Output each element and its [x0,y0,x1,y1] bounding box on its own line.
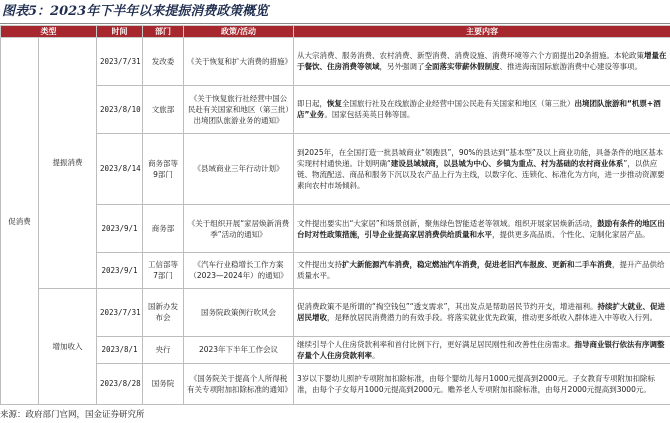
row-policy: 《国务院关于提高个人所得税有关专项附加扣除标准的通知》 [184,363,294,404]
row-date: 2023/7/31 [97,38,143,86]
row-policy: 国务院政策例行吹风会 [184,288,294,336]
content-text: 。 [372,350,380,360]
content-text: 从大宗消费、服务消费、农村消费、新型消费、消费设施、消费环境等六个方面提出20条措施。本轮政策 [297,51,645,61]
content-text: 继续引导个人住房贷款利率和首付比例下行，更好满足居民刚性和改善性住房需求。 [297,339,575,349]
row-dept: 国新办发布会 [143,288,184,336]
table-row [1,205,670,253]
content-text: 文件提出支持 [297,260,342,270]
content-text: ，是释放居民消费潜力的有效手段。将落实就业优先政策，推动更多纸收入群体进入中等收入行列。 [327,313,657,323]
content-text: 。国家包括美英日韩等国。 [324,110,415,120]
row-dept: 央行 [143,336,184,363]
header-content: 主要内容 [294,26,670,38]
header-type: 类型 [1,26,97,38]
row-content [294,288,670,336]
content-text: ，提升产品供给质量水平。 [297,260,665,281]
content-text: 即日起， [297,99,327,109]
row-content [294,363,670,404]
table-row [1,288,670,336]
content-text: ”，以供应链、物流配送、商品和服务下沉以及农产品上行为主线，以数字化、连锁化、标准化为方向，进一步推动资源要素向农村市场倾斜。 [297,158,665,190]
category-sub-boost-consumption: 提振消费 [39,38,97,289]
row-date: 2023/8/10 [97,85,143,133]
category-sub-increase-income: 增加收入 [39,288,97,404]
row-date: 2023/8/28 [97,363,143,404]
content-text: 、推进海南国际旅游消费中心建设等事项。 [499,62,642,72]
source-note: 来源：政府部门官网，国金证券研究所 [0,410,145,420]
row-date: 2023/8/14 [97,133,143,205]
content-emphasis: 扩大新能源汽车消费，稳定燃油汽车消费，促进老旧汽车报废、更新和二手车消费 [342,260,612,270]
row-content [294,85,670,133]
content-text: 文件提出要实出“大家居”和场景创新，聚焦绿色智能适老等领域。组织开展家居焕新活动， [297,218,598,228]
row-dept: 工信部等7部门 [143,252,184,288]
row-content [294,336,670,363]
header-policy: 政策/活动 [184,26,294,38]
table-header-row [1,26,670,38]
row-date: 2023/8/1 [97,336,143,363]
content-emphasis: 指导商业银行依法有序调整存量个人住房贷款利率 [297,339,665,360]
content-text: ，提供更多高品质、个性化、定制化家居产品。 [492,229,650,239]
row-policy: 《关于恢复旅行社经营中国公民赴有关国家和地区（第三批）出境团队旅游业务的通知》 [184,85,294,133]
table-row [1,133,670,205]
content-emphasis: 建设县域城商，以县城为中心、乡镇为重点、村为基础的农村商业体系 [390,158,624,168]
figure-title: 图表5：2023年下半年以来提振消费政策概览 [0,0,670,24]
table-row [1,336,670,363]
row-dept: 文旅部 [143,85,184,133]
table-row [1,252,670,288]
row-content [294,205,670,253]
content-emphasis: 恢复 [327,99,342,109]
row-dept: 国务院 [143,363,184,404]
row-date: 2023/7/31 [97,288,143,336]
row-policy: 《关于组织开展“家居焕新消费季”活动的通知》 [184,205,294,253]
row-policy: 《县域商业三年行动计划》 [184,133,294,205]
content-text: 到2025年，在全国打造一批县城商业“领跑县”，90%的县达到“基本型”及以上商业功能，具备条件的地区基本实现村村通快递。计划明确“ [297,147,664,168]
category-main: 促消费 [1,38,39,405]
row-dept: 商务部等9部门 [143,133,184,205]
table-row [1,85,670,133]
table-row [1,38,670,86]
row-content [294,38,670,86]
content-emphasis: 出境团队旅游和“机票+酒店”业务 [297,99,661,120]
header-time: 时间 [97,26,143,38]
header-dept: 部门 [143,26,184,38]
table-row [1,363,670,404]
policy-table [0,25,670,405]
row-dept: 发改委 [143,38,184,86]
content-text: 促消费政策不是所谓的“掏空钱包”“透支需求”，其出发点是帮助居民节约开支，增进福利。 [297,302,598,312]
row-dept: 商务部 [143,205,184,253]
row-policy: 《关于恢复和扩大消费的措施》 [184,38,294,86]
row-content [294,252,670,288]
content-emphasis: 持续扩大就业、促进居民增收 [297,302,666,323]
content-text: ，另外强调了 [379,62,425,72]
row-content [294,133,670,205]
content-emphasis: 全面落实带薪休假制度 [424,62,500,72]
content-emphasis: 增量在于餐饮、住房消费等领域 [297,51,667,72]
row-policy: 2023年下半年工作会议 [184,336,294,363]
row-date: 2023/9/1 [97,252,143,288]
content-emphasis: 鼓励有条件的地区出台时对性政策措施，引导企业提高家居消费供给质量和水平 [297,218,665,239]
row-policy: 《汽车行业稳增长工作方案（2023—2024年）的通知》 [184,252,294,288]
content-text: 全国旅行社及在线旅游企业经营中国公民赴有关国家和地区（第三批） [342,99,575,109]
content-text: 3岁以下婴幼儿照护专项附加扣除标准，由每个婴幼儿每月1000元提高到2000元。子女教育专项附加扣除标准，由每个子女每月1000元提高到2000元。赡养老人专项附加扣除标准，由每月2000元提高到3000元。 [297,373,655,394]
row-date: 2023/9/1 [97,205,143,253]
